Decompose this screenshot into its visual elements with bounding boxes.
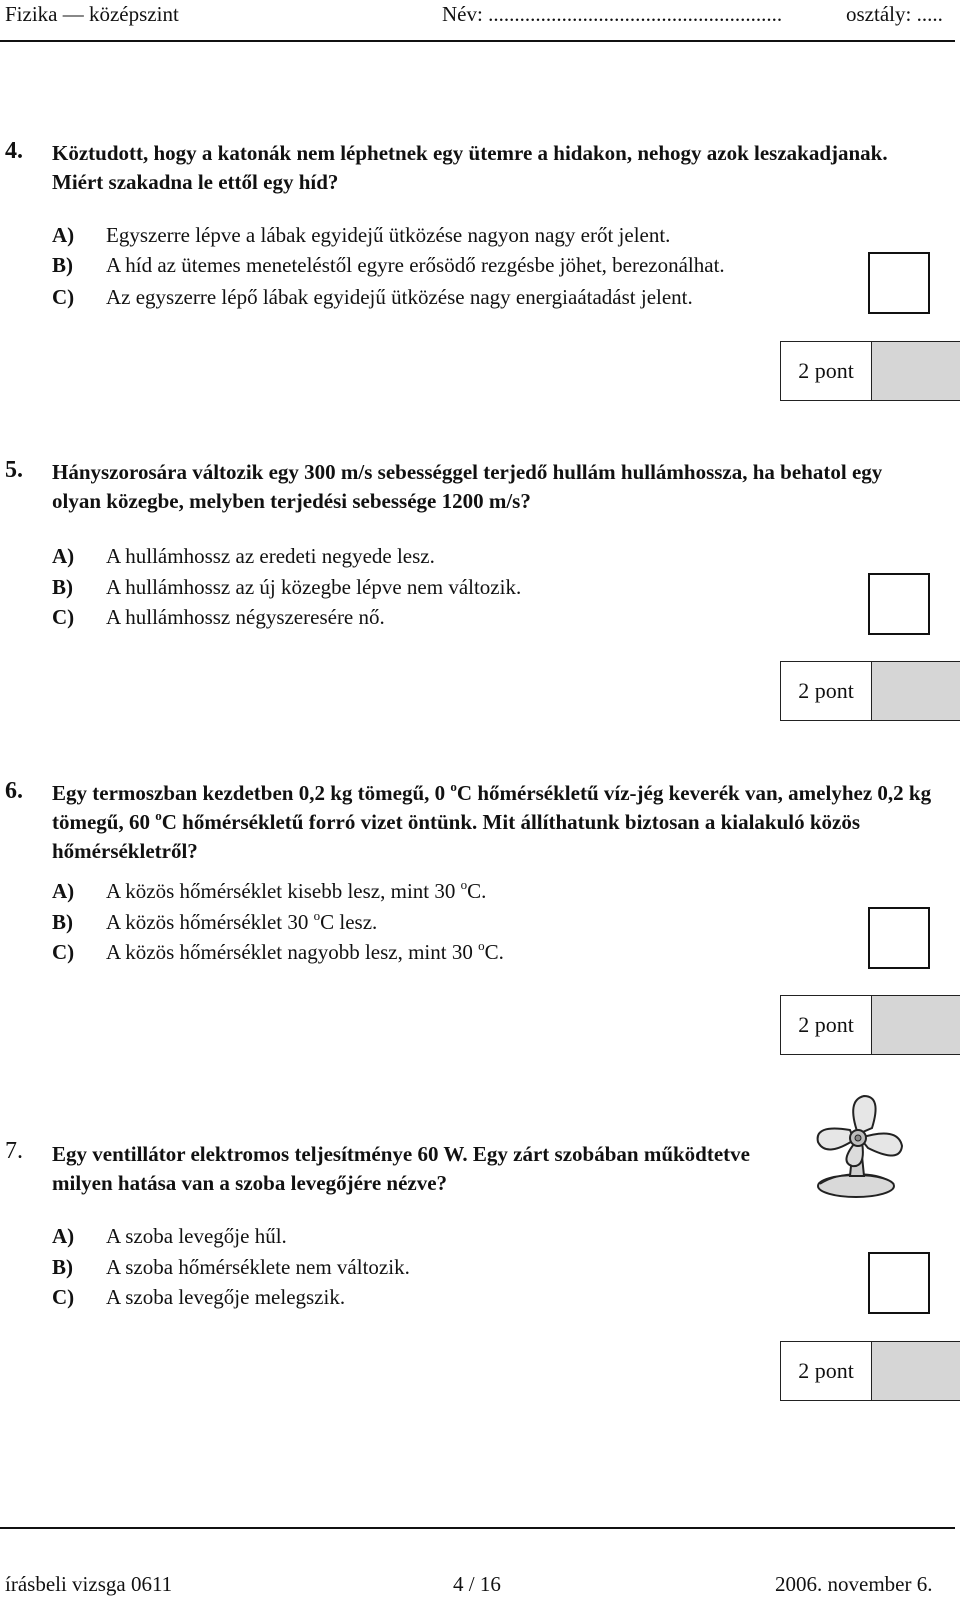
text-part: A közös hőmérséklet nagyobb lesz, mint 30 [106,940,479,964]
option-text: A szoba hőmérséklete nem változik. [106,1255,410,1279]
option-text [106,909,377,935]
text-part: A közös hőmérséklet kisebb lesz, mint 30 [106,879,461,903]
question-number: 5. [5,457,23,483]
degree-superscript: o [450,779,457,794]
option-label: B) [52,910,73,934]
option-label: B) [52,575,73,599]
option-label: A) [52,223,75,247]
score-label: 2 pont [798,358,854,383]
header-rule [0,40,955,42]
question-number: 7. [5,1138,23,1164]
score-label: 2 pont [798,1012,854,1037]
text-part: C lesz. [320,910,378,934]
answer-box[interactable] [868,907,930,969]
score-cell[interactable] [871,1342,960,1400]
text-part: C. [484,940,504,964]
answer-box[interactable] [868,1252,930,1314]
score-label: 2 pont [798,678,854,703]
footer-rule [0,1527,955,1529]
option-label: A) [52,1224,75,1248]
option-label: C) [52,285,75,309]
answer-box[interactable] [868,573,930,635]
fan-icon [806,1090,916,1202]
footer-page-number: 4 / 16 [453,1572,501,1596]
option-label: A) [52,544,75,568]
degree-superscript: o [478,938,485,953]
text-part: A közös hőmérséklet 30 [106,910,314,934]
score-cell[interactable] [871,996,960,1054]
footer-exam: írásbeli vizsga 0611 [5,1572,173,1596]
option-text: Az egyszerre lépő lábak egyidejű ütközése nagy energiaátadást jelent. [106,285,693,309]
question-text: Köztudott, hogy a katonák nem léphetnek egy ütemre a hidakon, nehogy azok leszakadjanak. Miért szakadna le ettől egy híd? [52,141,888,194]
degree-superscript: o [313,908,321,923]
option-label: C) [52,605,75,629]
text-part: C. [467,879,487,903]
text-part: C hőmérsékletű forró vizet öntünk. Mit állíthatunk biztosan a kialakuló közös hőmérsékletről? [52,810,861,863]
score-label: 2 pont [798,1358,854,1383]
option-text [106,939,504,965]
header-name-field: Név: ........................................................ [442,2,783,26]
option-label: B) [52,1255,73,1279]
score-box [780,1341,960,1401]
question-text: Hányszorosára változik egy 300 m/s sebességgel terjedő hullám hullámhossza, ha behatol egy olyan közegbe, melyben terjedési sebessége 1200 m/s? [52,460,883,513]
question-text [52,779,932,866]
text-part: C hőmérsékletű víz-jég keverék van, amelyhez 0,2 kg tömegű, 60 [52,781,932,834]
question-number: 4. [5,138,23,164]
score-box [780,995,960,1055]
question-text: Egy ventillátor elektromos teljesítménye 60 W. Egy zárt szobában működtetve milyen hatása van a szoba levegőjére nézve? [52,1142,750,1195]
option-text: A hullámhossz négyszeresére nő. [106,605,385,629]
option-label: B) [52,253,73,277]
option-label: C) [52,1285,75,1309]
option-text: A hullámhossz az új közegbe lépve nem változik. [106,575,522,599]
header-subject: Fizika — középszint [5,2,179,26]
option-text: Egyszerre lépve a lábak egyidejű ütközése nagyon nagy erőt jelent. [106,223,671,247]
score-cell[interactable] [871,662,960,720]
header-class-field: osztály: ..... [846,2,943,26]
option-label: C) [52,940,75,964]
footer-date: 2006. november 6. [775,1572,933,1596]
option-text: A hullámhossz az eredeti negyede lesz. [106,544,435,568]
score-box [780,341,960,401]
option-label: A) [52,879,75,903]
degree-superscript: o [155,808,162,823]
question-number: 6. [5,778,23,804]
score-cell[interactable] [871,342,960,400]
option-text [106,878,486,904]
answer-box[interactable] [868,252,930,314]
score-box [780,661,960,721]
text-part: Egy termoszban kezdetben 0,2 kg tömegű, 0 [52,781,451,805]
degree-superscript: o [460,877,468,892]
option-text: A híd az ütemes meneteléstől egyre erősödő rezgésbe jöhet, berezonálhat. [106,253,725,277]
option-text: A szoba levegője hűl. [106,1224,287,1248]
option-text: A szoba levegője melegszik. [106,1285,346,1309]
